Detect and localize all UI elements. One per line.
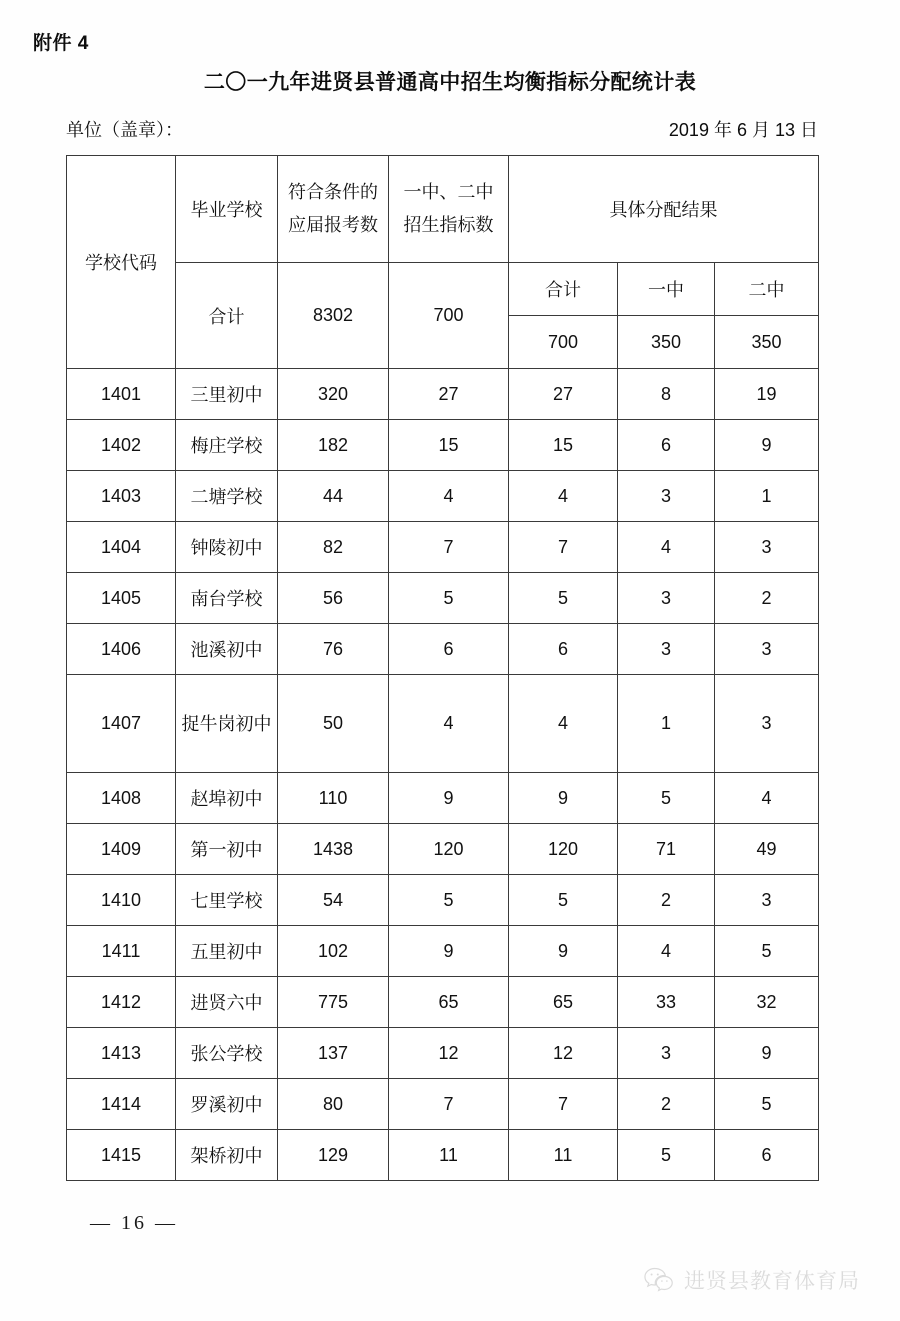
cell-eligible-applicants: 80 xyxy=(278,1079,389,1130)
cell-school-code: 1414 xyxy=(67,1079,176,1130)
cell-graduating-school: 赵埠初中 xyxy=(176,773,278,824)
table-row xyxy=(67,471,819,522)
cell-alloc-school-2: 1 xyxy=(715,471,819,522)
cell-graduating-school: 架桥初中 xyxy=(176,1130,278,1181)
cell-alloc-school-1: 8 xyxy=(618,369,715,420)
col-header-alloc-school-1: 一中 xyxy=(618,263,715,316)
table-row xyxy=(67,977,819,1028)
cell-alloc-school-2: 9 xyxy=(715,1028,819,1079)
cell-school-code: 1408 xyxy=(67,773,176,824)
totals-alloc-school-2: 350 xyxy=(715,316,819,369)
col-header-eligible-applicants-line1: 符合条件的 xyxy=(288,181,378,202)
totals-alloc-total: 700 xyxy=(509,316,618,369)
cell-alloc-school-2: 9 xyxy=(715,420,819,471)
cell-admission-quota: 5 xyxy=(389,573,509,624)
cell-alloc-school-2: 2 xyxy=(715,573,819,624)
cell-alloc-school-2: 3 xyxy=(715,624,819,675)
cell-alloc-school-1: 5 xyxy=(618,1130,715,1181)
cell-alloc-school-2: 6 xyxy=(715,1130,819,1181)
cell-alloc-school-1: 3 xyxy=(618,573,715,624)
cell-school-code: 1406 xyxy=(67,624,176,675)
cell-alloc-total: 9 xyxy=(509,926,618,977)
cell-school-code: 1412 xyxy=(67,977,176,1028)
cell-alloc-school-1: 6 xyxy=(618,420,715,471)
col-header-admission-quota xyxy=(389,156,509,263)
totals-admission-quota: 700 xyxy=(389,263,509,369)
cell-graduating-school: 池溪初中 xyxy=(176,624,278,675)
table-row xyxy=(67,1130,819,1181)
cell-alloc-school-2: 4 xyxy=(715,773,819,824)
cell-school-code: 1405 xyxy=(67,573,176,624)
cell-alloc-school-2: 49 xyxy=(715,824,819,875)
table-row xyxy=(67,926,819,977)
cell-admission-quota: 120 xyxy=(389,824,509,875)
cell-school-code: 1411 xyxy=(67,926,176,977)
cell-alloc-school-2: 19 xyxy=(715,369,819,420)
table-row xyxy=(67,875,819,926)
totals-alloc-school-1: 350 xyxy=(618,316,715,369)
table-row xyxy=(67,1028,819,1079)
cell-school-code: 1403 xyxy=(67,471,176,522)
cell-graduating-school xyxy=(176,675,278,773)
cell-eligible-applicants: 110 xyxy=(278,773,389,824)
cell-alloc-total: 120 xyxy=(509,824,618,875)
cell-school-code: 1402 xyxy=(67,420,176,471)
cell-graduating-school-line1: 捉牛岗初 xyxy=(181,713,254,734)
cell-alloc-school-2: 3 xyxy=(715,675,819,773)
col-header-school-code: 学校代码 xyxy=(67,156,176,369)
col-header-alloc-school-2: 二中 xyxy=(715,263,819,316)
cell-admission-quota: 27 xyxy=(389,369,509,420)
col-header-eligible-applicants-line2: 应届报考数 xyxy=(288,215,378,235)
cell-eligible-applicants: 44 xyxy=(278,471,389,522)
cell-graduating-school: 第一初中 xyxy=(176,824,278,875)
cell-eligible-applicants: 50 xyxy=(278,675,389,773)
cell-alloc-school-1: 1 xyxy=(618,675,715,773)
cell-alloc-school-1: 71 xyxy=(618,824,715,875)
table-body xyxy=(67,369,819,1181)
cell-eligible-applicants: 76 xyxy=(278,624,389,675)
cell-alloc-school-1: 4 xyxy=(618,926,715,977)
cell-graduating-school: 梅庄学校 xyxy=(176,420,278,471)
cell-eligible-applicants: 129 xyxy=(278,1130,389,1181)
table-row xyxy=(67,675,819,773)
header-row-primary xyxy=(67,156,819,263)
col-header-graduating-school: 毕业学校 xyxy=(176,156,278,263)
cell-alloc-total: 27 xyxy=(509,369,618,420)
table-row xyxy=(67,522,819,573)
table-row xyxy=(67,624,819,675)
cell-admission-quota: 11 xyxy=(389,1130,509,1181)
cell-alloc-total: 12 xyxy=(509,1028,618,1079)
table-row xyxy=(67,420,819,471)
cell-graduating-school: 七里学校 xyxy=(176,875,278,926)
cell-alloc-school-1: 3 xyxy=(618,624,715,675)
cell-admission-quota: 9 xyxy=(389,773,509,824)
watermark-label: 进贤县教育体育局 xyxy=(684,1270,860,1293)
cell-graduating-school: 二塘学校 xyxy=(176,471,278,522)
cell-alloc-total: 4 xyxy=(509,675,618,773)
cell-admission-quota: 4 xyxy=(389,471,509,522)
cell-admission-quota: 6 xyxy=(389,624,509,675)
cell-graduating-school: 五里初中 xyxy=(176,926,278,977)
cell-eligible-applicants: 775 xyxy=(278,977,389,1028)
cell-eligible-applicants: 320 xyxy=(278,369,389,420)
cell-alloc-school-2: 3 xyxy=(715,522,819,573)
cell-admission-quota: 4 xyxy=(389,675,509,773)
cell-eligible-applicants: 82 xyxy=(278,522,389,573)
cell-alloc-school-2: 5 xyxy=(715,926,819,977)
cell-school-code: 1415 xyxy=(67,1130,176,1181)
cell-alloc-school-1: 2 xyxy=(618,875,715,926)
cell-school-code: 1407 xyxy=(67,675,176,773)
statistics-table-container xyxy=(66,155,818,1181)
col-header-alloc-total: 合计 xyxy=(509,263,618,316)
totals-row-label: 合计 xyxy=(176,263,278,369)
cell-graduating-school: 张公学校 xyxy=(176,1028,278,1079)
cell-alloc-school-1: 3 xyxy=(618,471,715,522)
cell-alloc-school-2: 5 xyxy=(715,1079,819,1130)
cell-alloc-school-1: 33 xyxy=(618,977,715,1028)
cell-eligible-applicants: 182 xyxy=(278,420,389,471)
cell-school-code: 1401 xyxy=(67,369,176,420)
unit-seal-label: 单位（盖章）： xyxy=(66,120,183,140)
cell-alloc-total: 6 xyxy=(509,624,618,675)
cell-graduating-school-line2: 中 xyxy=(253,713,272,734)
document-date: 2019 年 6 月 13 日 xyxy=(668,120,818,140)
cell-admission-quota: 12 xyxy=(389,1028,509,1079)
cell-admission-quota: 5 xyxy=(389,875,509,926)
table-header xyxy=(67,156,819,369)
cell-alloc-school-1: 4 xyxy=(618,522,715,573)
cell-graduating-school: 罗溪初中 xyxy=(176,1079,278,1130)
cell-admission-quota: 15 xyxy=(389,420,509,471)
table-row xyxy=(67,369,819,420)
cell-eligible-applicants: 102 xyxy=(278,926,389,977)
cell-alloc-total: 4 xyxy=(509,471,618,522)
page-title: 二〇一九年进贤县普通高中招生均衡指标分配统计表 xyxy=(203,71,697,94)
page-number: — 16 — xyxy=(90,1212,178,1234)
table-row xyxy=(67,824,819,875)
cell-admission-quota: 7 xyxy=(389,1079,509,1130)
cell-admission-quota: 7 xyxy=(389,522,509,573)
cell-alloc-total: 5 xyxy=(509,875,618,926)
cell-alloc-school-1: 2 xyxy=(618,1079,715,1130)
attachment-label: 附件 4 xyxy=(33,33,89,54)
cell-school-code: 1404 xyxy=(67,522,176,573)
cell-eligible-applicants: 137 xyxy=(278,1028,389,1079)
table-row xyxy=(67,573,819,624)
cell-alloc-total: 9 xyxy=(509,773,618,824)
cell-school-code: 1413 xyxy=(67,1028,176,1079)
cell-admission-quota: 9 xyxy=(389,926,509,977)
statistics-table xyxy=(66,155,819,1181)
cell-school-code: 1409 xyxy=(67,824,176,875)
wechat-icon xyxy=(644,1267,674,1293)
cell-alloc-total: 5 xyxy=(509,573,618,624)
cell-alloc-total: 7 xyxy=(509,1079,618,1130)
cell-alloc-school-2: 32 xyxy=(715,977,819,1028)
cell-school-code: 1410 xyxy=(67,875,176,926)
cell-admission-quota: 65 xyxy=(389,977,509,1028)
table-row xyxy=(67,1079,819,1130)
cell-alloc-total: 15 xyxy=(509,420,618,471)
col-header-allocation-result: 具体分配结果 xyxy=(509,156,819,263)
col-header-admission-quota-line2: 招生指标数 xyxy=(403,215,494,235)
cell-alloc-school-1: 3 xyxy=(618,1028,715,1079)
cell-alloc-school-2: 3 xyxy=(715,875,819,926)
watermark xyxy=(644,1265,860,1295)
cell-graduating-school: 南台学校 xyxy=(176,573,278,624)
header-row-secondary xyxy=(67,263,819,316)
col-header-admission-quota-line1: 一中、二中 xyxy=(403,181,494,202)
cell-graduating-school: 钟陵初中 xyxy=(176,522,278,573)
cell-alloc-total: 11 xyxy=(509,1130,618,1181)
cell-alloc-total: 7 xyxy=(509,522,618,573)
table-row xyxy=(67,773,819,824)
cell-alloc-school-1: 5 xyxy=(618,773,715,824)
col-header-eligible-applicants xyxy=(278,156,389,263)
totals-eligible-applicants: 8302 xyxy=(278,263,389,369)
cell-graduating-school: 三里初中 xyxy=(176,369,278,420)
cell-eligible-applicants: 56 xyxy=(278,573,389,624)
cell-alloc-total: 65 xyxy=(509,977,618,1028)
cell-graduating-school: 进贤六中 xyxy=(176,977,278,1028)
cell-eligible-applicants: 54 xyxy=(278,875,389,926)
cell-eligible-applicants: 1438 xyxy=(278,824,389,875)
